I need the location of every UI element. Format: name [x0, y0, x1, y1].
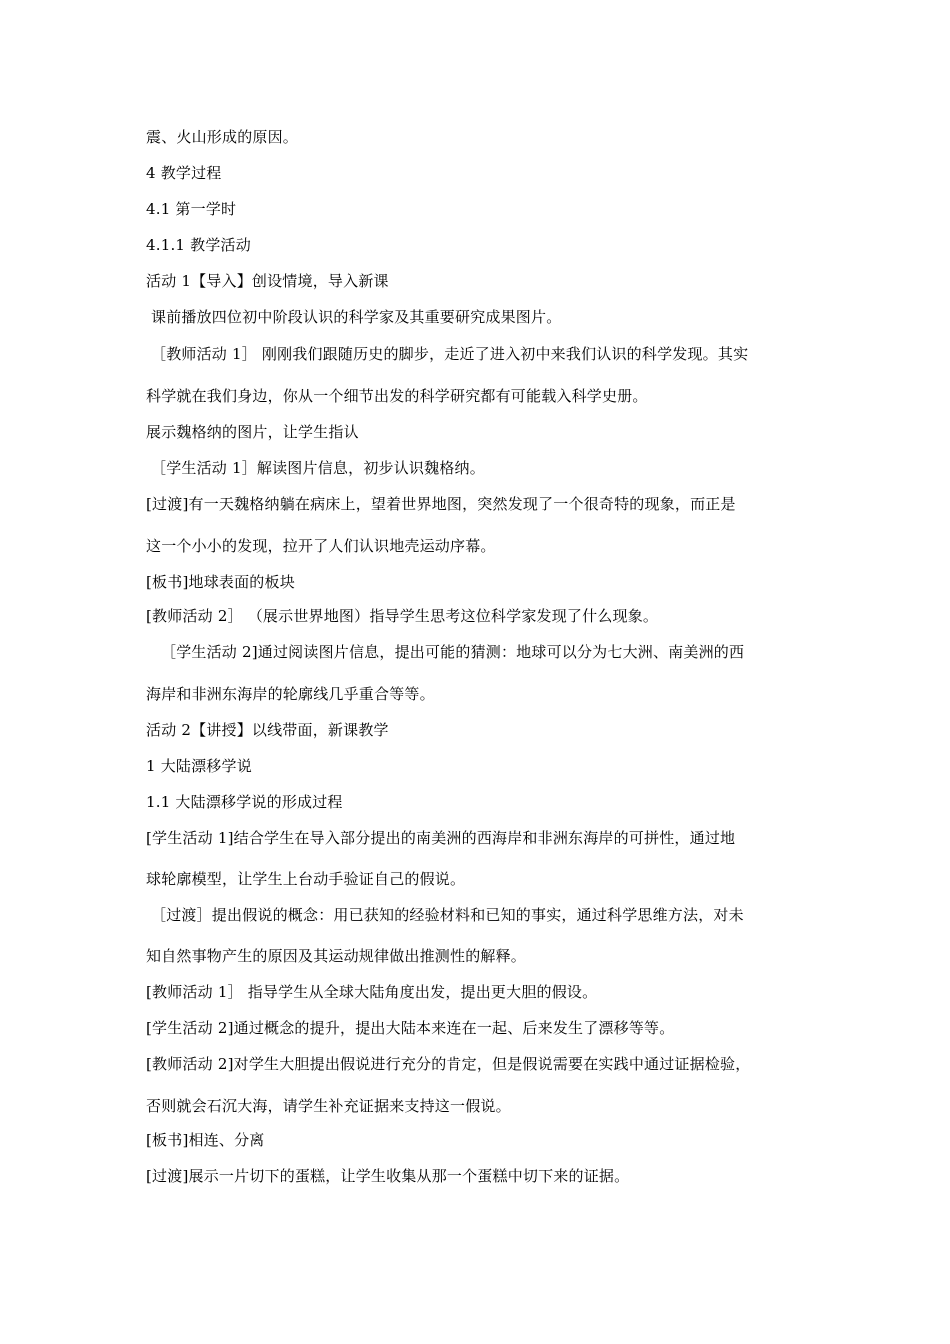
activity-heading: 活动 1【导入】创设情境，导入新课	[146, 272, 389, 290]
text-line: 知自然事物产生的原因及其运动规律做出推测性的解释。	[146, 947, 527, 965]
text-line: ［过渡］提出假说的概念：用已获知的经验材料和已知的事实，通过科学思维方法，对未	[151, 906, 744, 924]
section-heading: 1 大陆漂移学说	[146, 757, 252, 775]
text-line: 否则就会石沉大海，请学生补充证据来支持这一假说。	[146, 1097, 511, 1115]
text-line: [学生活动 1]结合学生在导入部分提出的南美洲的西海岸和非洲东海岸的可拼性，通过地	[146, 829, 736, 847]
text-line: [学生活动 2]通过概念的提升，提出大陆本来连在一起、后来发生了漂移等等。	[146, 1019, 675, 1037]
text-line: [教师活动 2]对学生大胆提出假说进行充分的肯定，但是假说需要在实践中通过证据检验，	[146, 1055, 751, 1073]
subsection-heading: 4.1 第一学时	[146, 200, 237, 218]
text-line: 展示魏格纳的图片，让学生指认	[146, 423, 359, 441]
text-line: 震、火山形成的原因。	[146, 128, 299, 146]
text-line: ［学生活动 1］解读图片信息，初步认识魏格纳。	[151, 459, 485, 477]
text-line: [教师活动 1］ 指导学生从全球大陆角度出发，提出更大胆的假设。	[146, 983, 598, 1001]
text-line: 这一个小小的发现，拉开了人们认识地壳运动序幕。	[146, 537, 496, 555]
text-line: [过渡]展示一片切下的蛋糕，让学生收集从那一个蛋糕中切下来的证据。	[146, 1167, 630, 1185]
text-line: [板书]地球表面的板块	[146, 573, 295, 591]
text-line: 海岸和非洲东海岸的轮廓线几乎重合等等。	[146, 685, 435, 703]
activity-heading: 活动 2【讲授】以线带面，新课教学	[146, 721, 389, 739]
section-heading: 4 教学过程	[146, 164, 222, 182]
subsection-heading: 1.1 大陆漂移学说的形成过程	[146, 793, 343, 811]
subsection-heading: 4.1.1 教学活动	[146, 236, 251, 254]
text-line: [教师活动 2］ （展示世界地图）指导学生思考这位科学家发现了什么现象。	[146, 607, 659, 625]
text-line: 课前播放四位初中阶段认识的科学家及其重要研究成果图片。	[151, 308, 562, 326]
text-line: 球轮廓模型，让学生上台动手验证自己的假说。	[146, 870, 466, 888]
text-line: [过渡]有一天魏格纳躺在病床上，望着世界地图，突然发现了一个很奇特的现象，而正是	[146, 495, 736, 513]
text-line: ［学生活动 2]通过阅读图片信息，提出可能的猜测：地球可以分为七大洲、南美洲的西	[161, 643, 745, 661]
text-line: 科学就在我们身边，你从一个细节出发的科学研究都有可能载入科学史册。	[146, 387, 648, 405]
text-line: ［教师活动 1］ 刚刚我们跟随历史的脚步，走近了进入初中来我们认识的科学发现。其实	[151, 345, 749, 363]
text-line: [板书]相连、分离	[146, 1131, 265, 1149]
